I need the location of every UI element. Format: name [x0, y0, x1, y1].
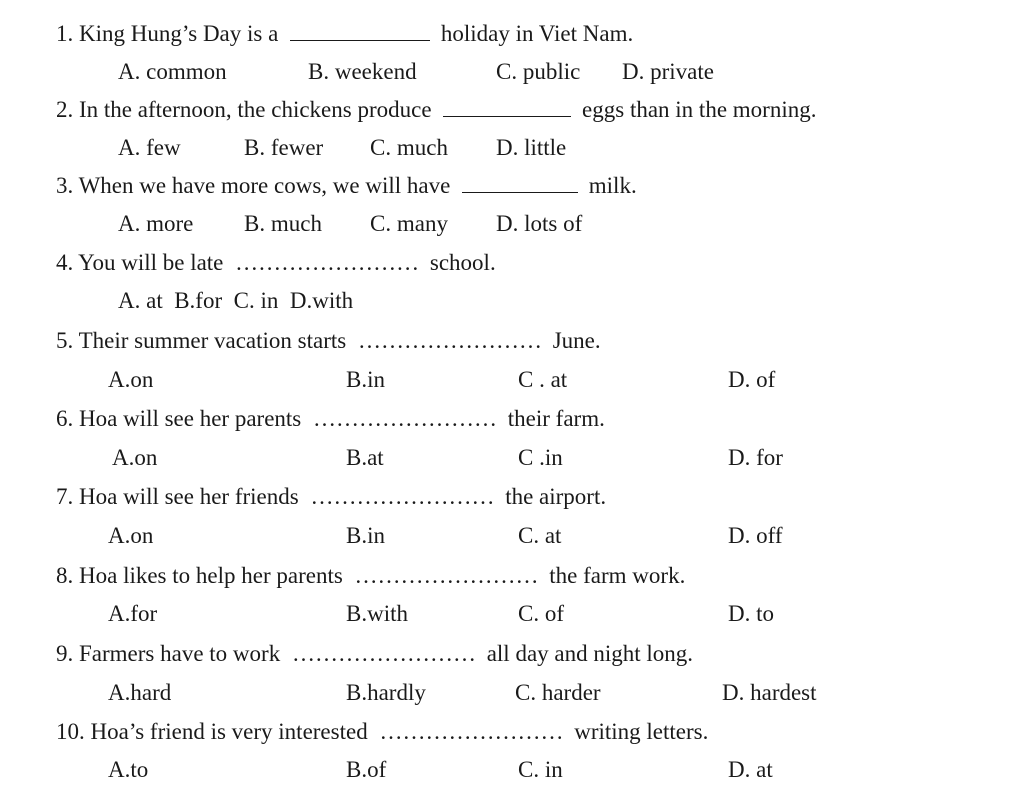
question-8-option-a: A.for [108, 601, 158, 626]
question-1-option-d: D. private [622, 59, 714, 84]
question-9-option-b: B.hardly [346, 680, 426, 705]
question-8-option-b: B.with [346, 601, 408, 626]
question-6-option-c: C .in [518, 445, 563, 470]
question-5-option-a: A.on [108, 367, 154, 392]
question-2-option-b: B. fewer [244, 135, 324, 160]
question-10-option-d: D. at [728, 757, 773, 782]
question-2-text-before: 2. In the afternoon, the chickens produce [56, 97, 432, 122]
question-1-option-a: A. common [118, 59, 227, 84]
question-3-option-a: A. more [118, 211, 194, 236]
question-4 [56, 251, 496, 274]
question-8-option-c: C. of [518, 601, 564, 626]
question-3-option-c: C. many [370, 211, 448, 236]
question-10-option-c: C. in [518, 757, 563, 782]
question-3-option-b: B. much [244, 211, 322, 236]
question-6-option-a: A.on [112, 445, 158, 470]
question-9-option-c: C. harder [515, 680, 601, 705]
question-1-option-c: C. public [496, 59, 581, 84]
question-6 [56, 407, 605, 430]
question-6-blank: …………………… [313, 406, 498, 431]
question-9-text-after: all day and night long. [486, 641, 694, 666]
question-1-blank [290, 22, 430, 41]
question-7-option-b: B.in [346, 523, 385, 548]
question-7-blank: …………………… [310, 484, 495, 509]
question-1-option-b: B. weekend [308, 59, 417, 84]
question-10-option-a: A.to [108, 757, 149, 782]
question-10-text-after: writing letters. [574, 719, 709, 744]
question-9-option-a: A.hard [108, 680, 172, 705]
question-5-blank: …………………… [357, 328, 542, 353]
question-6-text-after: their farm. [507, 406, 605, 431]
question-2-option-c: C. much [370, 135, 448, 160]
question-7-option-d: D. off [728, 523, 783, 548]
question-10-text-before: 10. Hoa’s friend is very interested [56, 719, 368, 744]
question-2-option-a: A. few [118, 135, 181, 160]
question-1-text-after: holiday in Viet Nam. [440, 21, 634, 46]
question-3-text-after: milk. [588, 173, 637, 198]
question-5 [56, 329, 601, 352]
question-1 [56, 22, 633, 45]
question-5-option-c: C . at [518, 367, 568, 392]
question-6-option-d: D. for [728, 445, 783, 470]
question-8-blank: …………………… [354, 563, 539, 588]
question-3-blank [462, 174, 578, 193]
question-5-option-b: B.in [346, 367, 385, 392]
question-5-text-after: June. [552, 328, 601, 353]
question-4-blank: …………………… [235, 250, 420, 275]
question-7-option-c: C. at [518, 523, 562, 548]
question-6-text-before: 6. Hoa will see her parents [56, 406, 302, 431]
question-2-text-after: eggs than in the morning. [582, 97, 817, 122]
question-10 [56, 720, 708, 743]
question-8-option-d: D. to [728, 601, 774, 626]
question-9 [56, 642, 693, 665]
question-2 [56, 98, 816, 121]
question-3-text-before: 3. When we have more cows, we will have [56, 173, 451, 198]
question-5-text-before: 5. Their summer vacation starts [56, 328, 347, 353]
question-4-text-after: school. [429, 250, 496, 275]
question-7 [56, 485, 606, 508]
question-10-blank: …………………… [379, 719, 564, 744]
question-3 [56, 174, 637, 197]
question-8-text-after: the farm work. [549, 563, 686, 588]
question-3-option-d: D. lots of [496, 211, 583, 236]
question-9-blank: …………………… [291, 641, 476, 666]
question-5-option-d: D. of [728, 367, 776, 392]
question-7-option-a: A.on [108, 523, 154, 548]
question-4-options: A. at B.for C. in D.with [118, 288, 354, 313]
question-9-text-before: 9. Farmers have to work [56, 641, 281, 666]
question-10-option-b: B.of [346, 757, 387, 782]
question-8-text-before: 8. Hoa likes to help her parents [56, 563, 343, 588]
question-8 [56, 564, 685, 587]
question-6-option-b: B.at [346, 445, 384, 470]
question-1-text-before: 1. King Hung’s Day is a [56, 21, 279, 46]
question-2-option-d: D. little [496, 135, 567, 160]
question-7-text-after: the airport. [505, 484, 607, 509]
question-2-blank [443, 98, 571, 117]
question-9-option-d: D. hardest [722, 680, 817, 705]
question-4-text-before: 4. You will be late [56, 250, 224, 275]
question-7-text-before: 7. Hoa will see her friends [56, 484, 299, 509]
